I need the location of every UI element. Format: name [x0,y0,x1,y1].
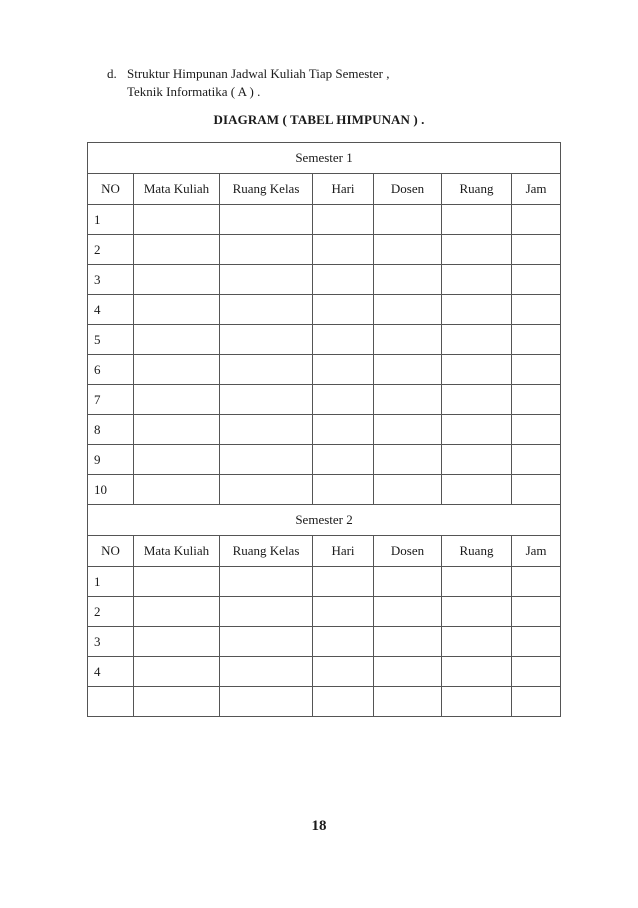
table-cell [442,415,512,445]
table-cell [374,687,442,717]
table-row [88,325,561,355]
table-row [88,475,561,505]
section-heading-line-2: Teknik Informatika ( A ) . [127,84,261,99]
column-header: Hari [313,174,374,205]
table-cell [442,627,512,657]
table-cell [220,475,313,505]
table-cell [134,235,220,265]
table-cell [220,355,313,385]
table-cell [134,415,220,445]
table-cell [220,325,313,355]
table-row [88,415,561,445]
table-cell [134,355,220,385]
table-cell [442,385,512,415]
table-cell [313,597,374,627]
table-cell [512,597,561,627]
table-row [88,385,561,415]
table-cell [512,265,561,295]
table-cell [512,355,561,385]
table-cell [442,475,512,505]
table-cell [512,657,561,687]
table-cell [374,627,442,657]
table-row [88,205,561,235]
table-cell [512,445,561,475]
table-cell [313,355,374,385]
table-row [88,657,561,687]
table-row [88,687,561,717]
table-row [88,445,561,475]
table-cell [134,265,220,295]
column-header: Jam [512,174,561,205]
semester-title: Semester 2 [88,505,561,536]
semester-header-row [88,143,561,174]
row-number-cell: 10 [88,475,134,505]
row-number-cell: 1 [88,205,134,235]
table-cell [512,627,561,657]
table-cell [134,567,220,597]
column-header: Ruang [442,174,512,205]
table-cell [134,295,220,325]
table-cell [374,205,442,235]
column-header-row [88,536,561,567]
row-number-cell: 9 [88,445,134,475]
section-heading-line-1: Struktur Himpunan Jadwal Kuliah Tiap Semester , [127,66,390,81]
row-number-cell: 8 [88,415,134,445]
row-number-cell: 4 [88,295,134,325]
column-header: NO [88,536,134,567]
column-header: NO [88,174,134,205]
table-cell [134,325,220,355]
table-cell [442,265,512,295]
table-cell [374,657,442,687]
table-cell [134,627,220,657]
table-cell [512,205,561,235]
section-heading [107,65,390,101]
table-cell [374,265,442,295]
column-header: Dosen [374,174,442,205]
row-number-cell: 7 [88,385,134,415]
table-cell [134,445,220,475]
table-cell [374,355,442,385]
row-number-cell: 4 [88,657,134,687]
table-cell [442,445,512,475]
table-cell [442,657,512,687]
column-header: Ruang Kelas [220,536,313,567]
table-cell [220,235,313,265]
table-cell [220,415,313,445]
table-cell [512,235,561,265]
table-cell [512,325,561,355]
table-cell [220,687,313,717]
table-cell [220,627,313,657]
table-cell [220,205,313,235]
column-header: Jam [512,536,561,567]
table-cell [313,415,374,445]
table-cell [134,475,220,505]
section-letter: d. [107,66,117,81]
table-cell [374,415,442,445]
column-header-row [88,174,561,205]
table-cell [442,325,512,355]
table-cell [374,597,442,627]
page-number: 18 [311,818,327,834]
row-number-cell: 2 [88,597,134,627]
table-cell [313,567,374,597]
table-row [88,567,561,597]
table-cell [220,385,313,415]
row-number-cell: 1 [88,567,134,597]
table-row [88,235,561,265]
table-cell [313,445,374,475]
column-header: Ruang [442,536,512,567]
table-cell [220,445,313,475]
table-cell [313,657,374,687]
semester-title: Semester 1 [88,143,561,174]
table-cell [374,235,442,265]
table-cell [313,627,374,657]
column-header: Mata Kuliah [134,174,220,205]
table-cell [313,475,374,505]
table-cell [313,325,374,355]
table-cell [220,567,313,597]
table-row [88,597,561,627]
row-number-cell: 6 [88,355,134,385]
diagram-title: DIAGRAM ( TABEL HIMPUNAN ) . [213,112,425,127]
table-cell [442,567,512,597]
row-number-cell: 3 [88,627,134,657]
table-cell [220,657,313,687]
row-number-cell: 5 [88,325,134,355]
table-cell [313,205,374,235]
table-cell [374,325,442,355]
table-cell [512,415,561,445]
semester-header-row [88,505,561,536]
table-cell [134,687,220,717]
table-cell [134,597,220,627]
table-cell [442,295,512,325]
table-cell [134,205,220,235]
table-cell [313,385,374,415]
table-row [88,265,561,295]
table-cell [220,597,313,627]
table-cell [442,597,512,627]
table-cell [442,205,512,235]
table-row [88,295,561,325]
table-cell [512,567,561,597]
column-header: Ruang Kelas [220,174,313,205]
table-cell [134,657,220,687]
table-cell [313,687,374,717]
table-cell [374,475,442,505]
table-cell [220,265,313,295]
table-row [88,627,561,657]
table-cell [313,265,374,295]
table-cell [374,295,442,325]
table-cell [374,567,442,597]
table-cell [220,295,313,325]
column-header: Mata Kuliah [134,536,220,567]
table-cell [134,385,220,415]
table-cell [442,687,512,717]
row-number-cell: 2 [88,235,134,265]
table-cell [512,385,561,415]
table-cell [374,445,442,475]
table-cell [313,295,374,325]
table-cell [512,295,561,325]
table-cell [442,355,512,385]
table-row [88,355,561,385]
table-cell [374,385,442,415]
table-cell [442,235,512,265]
table-cell [512,475,561,505]
table-cell [512,687,561,717]
row-number-cell [88,687,134,717]
column-header: Hari [313,536,374,567]
column-header: Dosen [374,536,442,567]
row-number-cell: 3 [88,265,134,295]
schedule-table [87,142,561,717]
table-cell [313,235,374,265]
